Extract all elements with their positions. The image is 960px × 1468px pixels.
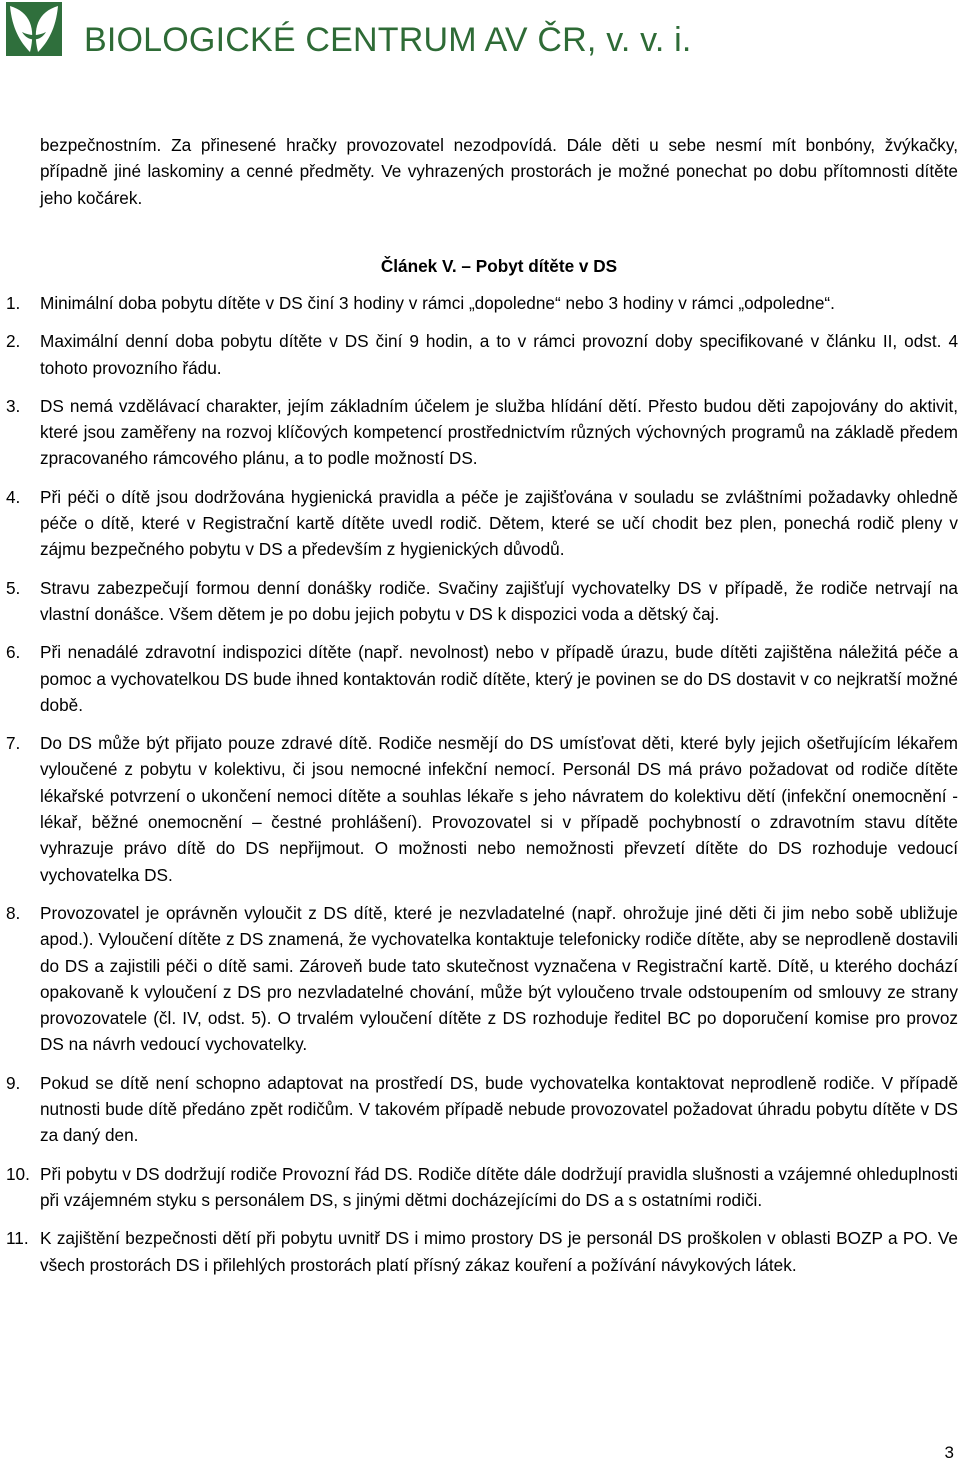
item-number: 1. [6, 293, 21, 313]
article-items-list [6, 290, 958, 1290]
item-number: 5. [6, 577, 21, 598]
list-item [6, 484, 958, 563]
item-text: Minimální doba pobytu dítěte v DS činí 3 hodiny v rámci „dopoledne“ nebo 3 hodiny v rámci „odpoledne“. [40, 293, 835, 313]
list-item [6, 900, 958, 1058]
item-text: Do DS může být přijato pouze zdravé dítě. Rodiče nesmějí do DS umísťovat děti, které byly jejich ošetřujícím lékařem vyloučené z pobytu v kolektivu, či jsou nemocné infekční nemocí. Personál DS má právo požadovat od rodiče dítěte lékařské potvrzení o ukončení nemoci dítěte a souhlas lékaře s jeho návratem do kolektivu dětí (infekční onemocnění - lékař, běžné onemocnění – čestné prohlášení). Provozovatel si v případě pochybností o zdravotním stavu dítěte vyhrazuje právo dítě do DS nepřijmout. O možnosti nebo nemožnosti převzetí dítěte do DS rozhoduje vedoucí vychovatelka DS. [40, 733, 958, 885]
item-number: 9. [6, 1072, 21, 1093]
item-text: Při pobytu v DS dodržují rodiče Provozní řád DS. Rodiče dítěte dále dodržují pravidla slušnosti a vzájemné ohleduplnosti při vzájemném styku s personálem DS, s jinými dětmi docházejícími do DS a s ostatními rodiči. [40, 1163, 958, 1210]
leaf-logo-icon [6, 2, 62, 56]
item-number: 2. [6, 331, 21, 352]
list-item [6, 290, 958, 316]
institution-title: BIOLOGICKÉ CENTRUM AV ČR, v. v. i. [84, 21, 692, 59]
item-text: Při péči o dítě jsou dodržována hygienická pravidla a péče je zajišťována v souladu se zvláštními požadavky ohledně péče o dítě, které v Registrační kartě dítěte uvedl rodič. Dětem, které se učí chodit bez plen, ponechá rodič pleny v zájmu bezpečného pobytu v DS a především z hygienických důvodů. [40, 486, 958, 560]
list-item [6, 328, 958, 381]
biology-centre-logo [6, 2, 62, 56]
list-item [6, 639, 958, 718]
item-number: 7. [6, 733, 21, 754]
item-number: 3. [6, 395, 21, 416]
list-item [6, 393, 958, 472]
item-number: 11. [6, 1228, 29, 1249]
list-item [6, 730, 958, 888]
item-number: 4. [6, 486, 21, 507]
item-text: Pokud se dítě není schopno adaptovat na prostředí DS, bude vychovatelka kontaktovat neprodleně rodiče. V případě nutnosti bude dítě předáno zpět rodičům. V takovém případě nebude provozovatel požadovat úhradu pobytu dítěte v DS za daný den. [40, 1072, 958, 1146]
document-header [6, 0, 946, 62]
item-text: DS nemá vzdělávací charakter, jejím základním účelem je služba hlídání dětí. Přesto budou děti zapojovány do aktivit, které jsou zaměřeny na rozvoj klíčových kompetencí prostřednictvím různých výchovných programů na základě předem zpracovaného rámcového plánu, a to podle možností DS. [40, 395, 958, 469]
list-item [6, 1161, 958, 1214]
item-text: Provozovatel je oprávněn vyloučit z DS dítě, které je nezvladatelné (např. ohrožuje jiné děti či jim nebo sobě ubližuje apod.). Vyloučení dítěte z DS znamená, že vychovatelka kontaktuje telefonicky rodiče dítěte, aby se neprodleně dostavili do DS a zajistili péči o dítě sami. Zároveň bude tato skutečnost vyznačena v Registrační kartě. Dítě, u kterého dochází opakovaně k vyloučení z DS pro nezvladatelné chování, může být vyloučeno trvale odstoupením od smlouvy ze strany provozovatele (čl. IV, odst. 5). O trvalém vyloučení dítěte z DS rozhoduje ředitel BC po doporučení komise pro provoz DS na návrh vedoucí vychovatelky. [40, 902, 958, 1055]
item-number: 10. [6, 1163, 30, 1184]
list-item [6, 1070, 958, 1149]
list-item [6, 1225, 958, 1278]
item-text: Maximální denní doba pobytu dítěte v DS činí 9 hodin, a to v rámci provozní doby specifikované v článku II, odst. 4 tohoto provozního řádu. [40, 331, 958, 378]
article-heading: Článek V. – Pobyt dítěte v DS [380, 256, 618, 276]
intro-paragraph-block [40, 132, 958, 211]
item-text: Stravu zabezpečují formou denní donášky rodiče. Svačiny zajišťují vychovatelky DS v případě, že rodiče netrvají na vlastní donášce. Všem dětem je po dobu jejich pobytu v DS k dispozici voda a dětský čaj. [40, 577, 958, 624]
page-number: 3 [944, 1443, 954, 1462]
item-text: K zajištění bezpečnosti dětí při pobytu uvnitř DS i mimo prostory DS je personál DS proškolen v oblasti BOZP a PO. Ve všech prostorách DS i přilehlých prostorách platí přísný zákaz kouření a požívání návykových látek. [40, 1228, 958, 1275]
intro-paragraph: bezpečnostním. Za přinesené hračky provozovatel nezodpovídá. Dále děti u sebe nesmí mít bonbóny, žvýkačky, případně jiné laskominy a cenné předměty. Ve vyhrazených prostorách je možné ponechat po dobu přítomnosti dítěte jeho kočárek. [40, 135, 958, 208]
item-number: 6. [6, 642, 21, 663]
item-number: 8. [6, 902, 21, 923]
list-item [6, 575, 958, 628]
item-text: Při nenadálé zdravotní indispozici dítěte (např. nevolnost) nebo v případě úrazu, bude dítěti zajištěna náležitá péče a pomoc a vychovatelkou DS bude ihned kontaktován rodič dítěte, který je povinen se do DS dostavit v co nejkratší možné době. [40, 642, 958, 715]
